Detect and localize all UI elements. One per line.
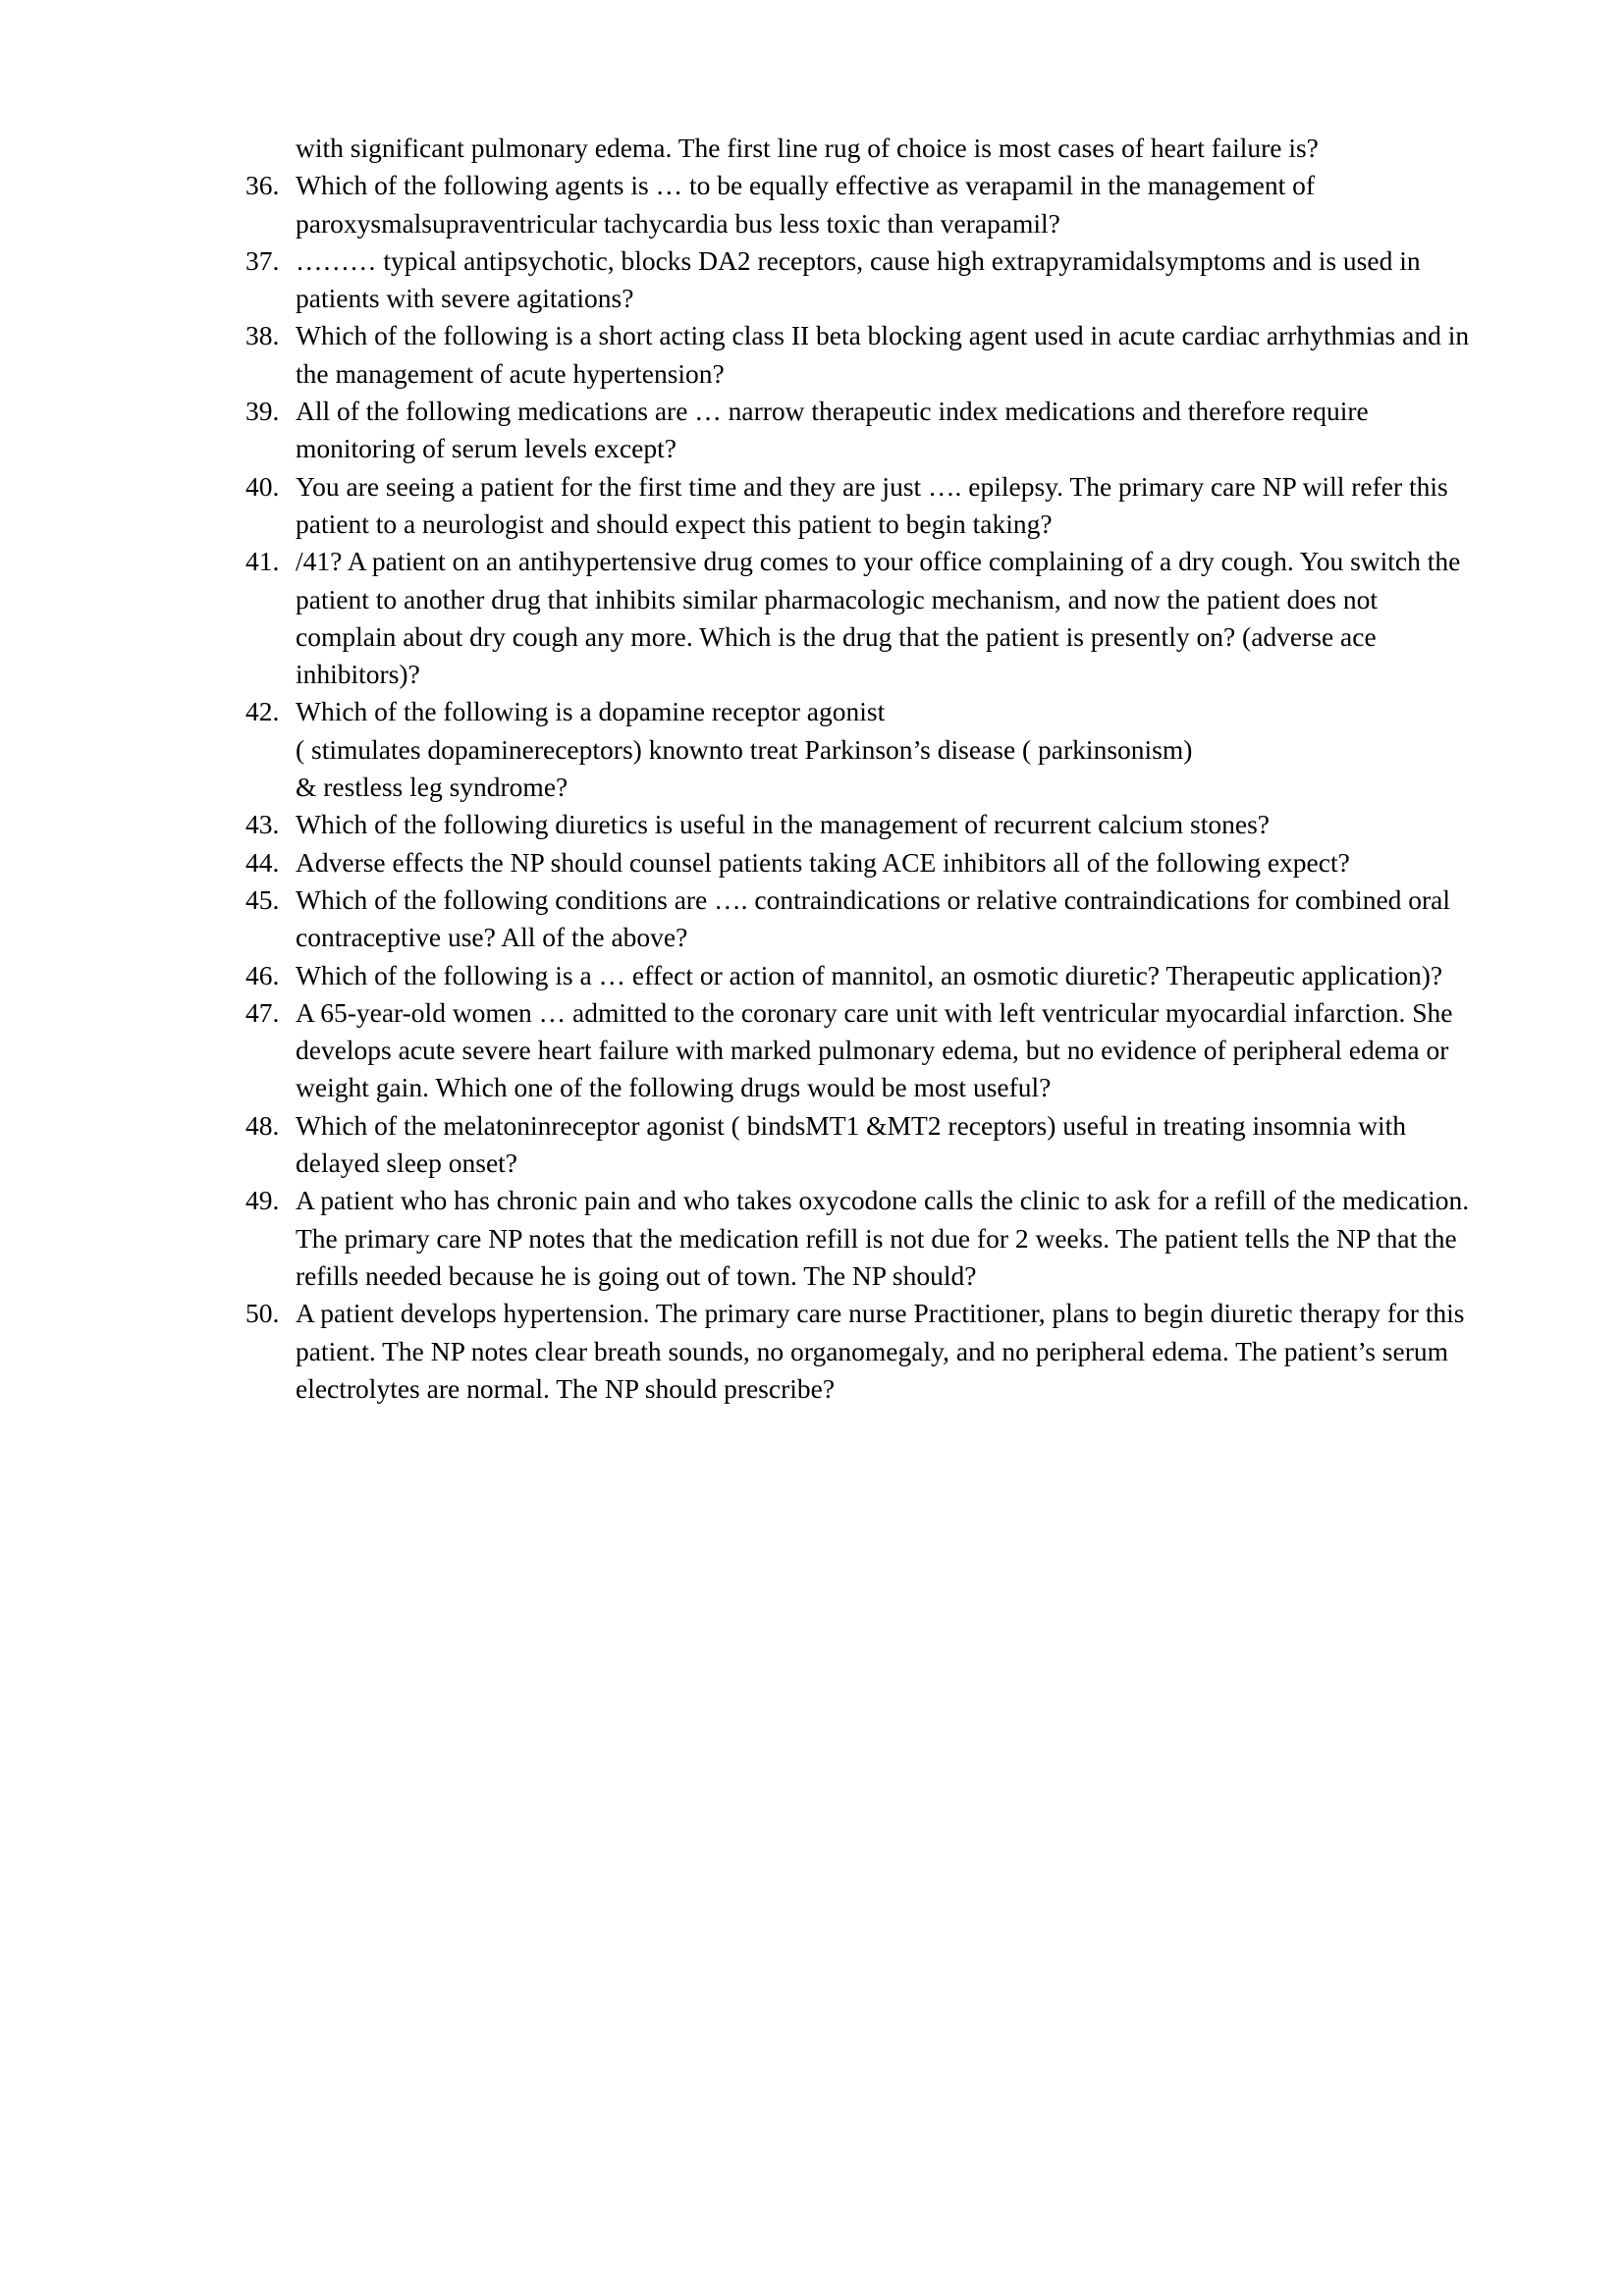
question-text: You are seeing a patient for the first time and they are just …. epilepsy. The primary care NP will refer this patient to a neurologist and should expect this patient to begin taking?: [296, 470, 1448, 539]
question-item-46: [245, 957, 1478, 994]
question-item-45: [245, 881, 1478, 957]
question-item-44: [245, 844, 1478, 881]
question-text: Which of the following diuretics is useful in the management of recurrent calcium stones?: [296, 809, 1270, 840]
question-list-container: [245, 130, 1478, 1408]
question-text: A 65-year-old women … admitted to the coronary care unit with left ventricular myocardial infarction. She develops acute severe heart failure with marked pulmonary edema, but no evidence of peripheral edema or weight gain. Which one of the following drugs would be most useful?: [296, 996, 1453, 1103]
question-text: Adverse effects the NP should counsel patients taking ACE inhibitors all of the following expect?: [296, 846, 1350, 878]
question-text: Which of the following conditions are …. contraindications or relative contraindications for combined oral contraceptive use? All of the above?: [296, 883, 1451, 953]
question-item-37: [245, 242, 1478, 318]
question-text: A patient develops hypertension. The primary care nurse Practitioner, plans to begin diuretic therapy for this patient. The NP notes clear breath sounds, no organomegaly, and no peripheral edema. The patient’s serum electrolytes are normal. The NP should prescribe?: [296, 1298, 1465, 1404]
question-item-47: [245, 994, 1478, 1107]
question-item-42: [245, 693, 1478, 806]
question-text-line-1: Which of the following is a dopamine receptor agonist: [296, 696, 886, 727]
question-item-50: [245, 1295, 1478, 1408]
question-list: [245, 167, 1478, 1408]
question-text: All of the following medications are … narrow therapeutic index medications and therefore require monitoring of serum levels except?: [296, 396, 1369, 464]
question-text: ……… typical antipsychotic, blocks DA2 receptors, cause high extrapyramidalsymptoms and is used in patients with severe agitations?: [296, 244, 1421, 314]
question-item-40: [245, 468, 1478, 544]
question-item-43: [245, 806, 1478, 843]
question-text: Which of the following is a … effect or action of mannitol, an osmotic diuretic? Therapeutic application)?: [296, 959, 1443, 990]
question-item-41: [245, 543, 1478, 693]
question-item-39: [245, 393, 1478, 468]
question-item-49: [245, 1182, 1478, 1295]
question-text: Which of the following is a short acting class II beta blocking agent used in acute cardiac arrhythmias and in the management of acute hypertension?: [296, 320, 1470, 389]
question-item-38: [245, 317, 1478, 393]
question-item-36: [245, 167, 1478, 242]
continuation-paragraph: with significant pulmonary edema. The first line rug of choice is most cases of heart failure is?: [296, 133, 1319, 163]
question-text: Which of the melatoninreceptor agonist ( bindsMT1 &MT2 receptors) useful in treating insomnia with delayed sleep onset?: [296, 1109, 1407, 1179]
question-text-line-2: ( stimulates dopaminereceptors) knownto treat Parkinson’s disease ( parkinsonism): [296, 733, 1193, 765]
question-item-48: [245, 1107, 1478, 1183]
question-text: /41? A patient on an antihypertensive drug comes to your office complaining of a dry cough. You switch the patient to another drug that inhibits similar pharmacologic mechanism, and now the patient does not complain about dry cough any more. Which is the drug that the patient is presently on? (adverse ace inhibitors)?: [296, 546, 1461, 690]
question-text-line-3: & restless leg syndrome?: [296, 772, 568, 803]
question-text: Which of the following agents is … to be equally effective as verapamil in the management of paroxysmalsupraventricular tachycardia bus less toxic than verapamil?: [296, 170, 1316, 239]
question-text: A patient who has chronic pain and who takes oxycodone calls the clinic to ask for a refill of the medication. The primary care NP notes that the medication refill is not due for 2 weeks. The patient tells the NP that the refills needed because he is going out of town. The NP should?: [296, 1185, 1470, 1291]
